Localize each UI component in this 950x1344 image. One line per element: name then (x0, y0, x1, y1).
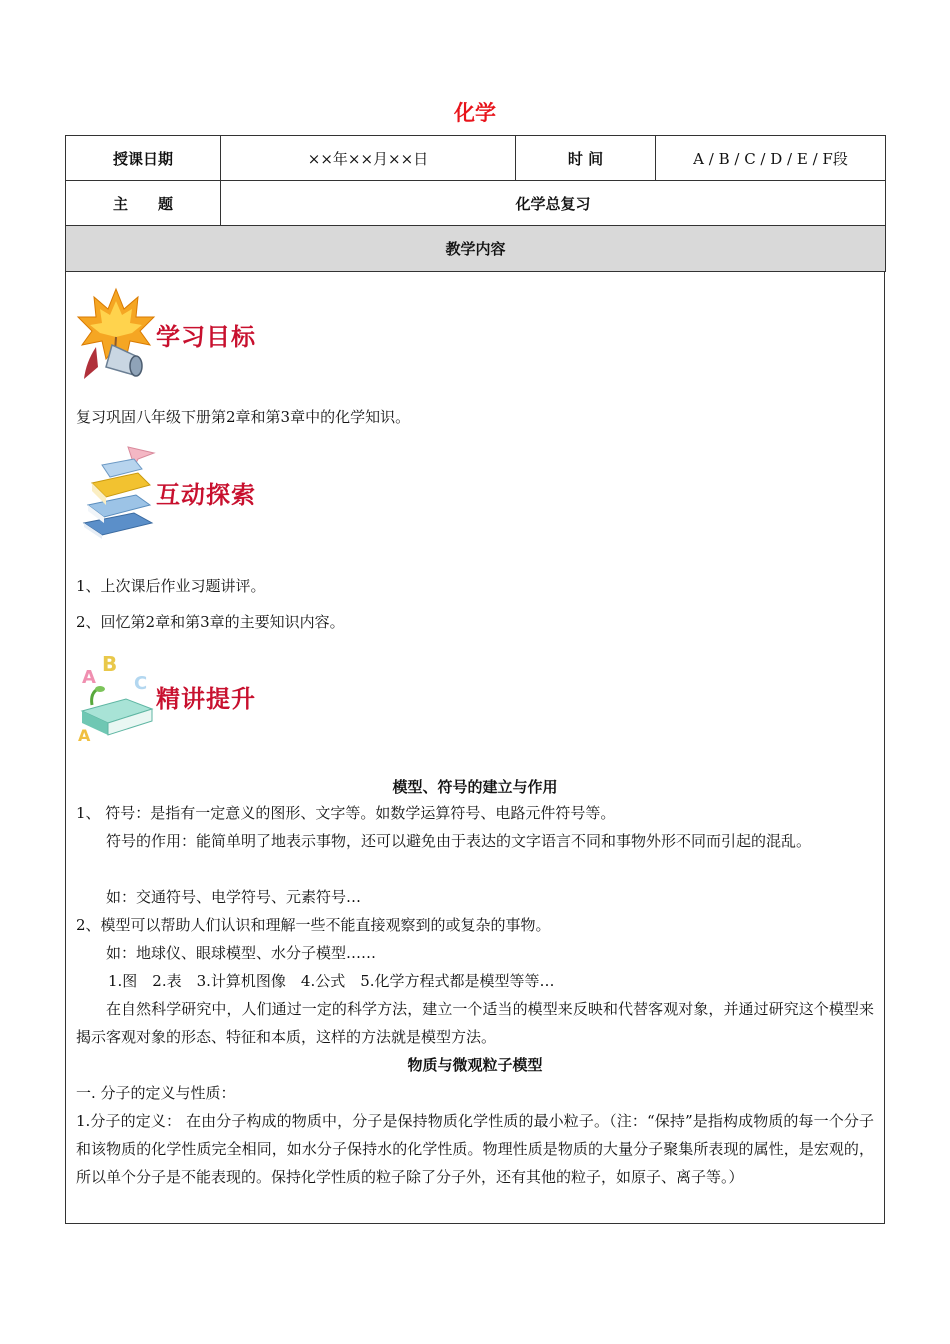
svg-text:A: A (82, 667, 96, 688)
svg-text:B: B (102, 652, 118, 676)
para-model-types: 1.图 2.表 3.计算机图像 4.公式 5.化学方程式都是模型等等… (108, 972, 555, 990)
para-model-method: 在自然科学研究中，人们通过一定的科学方法，建立一个适当的模型来反映和代替客观对象，并通过研究这个模型来揭示客观对象的形态、特征和本质，这样的方法就是模型方法。 (76, 1000, 874, 1046)
svg-text:C: C (134, 673, 148, 694)
date-value: ××年××月××日 (221, 136, 516, 181)
abc-book-icon (76, 649, 156, 744)
para-symbol-function: 符号的作用：能简单明了地表示事物，还可以避免由于表达的文字语言不同和事物外形不同而引起的混乱。 (106, 832, 812, 850)
books-paper-plane-icon (76, 445, 156, 540)
heading-model-symbol: 模型、符号的建立与作用 (392, 778, 558, 796)
para-symbol-definition: 1、 符号：是指有一定意义的图形、文字等。如数学运算符号、电路元件符号等。 (76, 804, 616, 822)
content-area (65, 271, 885, 1224)
topic-value: 化学总复习 (221, 181, 886, 226)
maple-leaf-bell-icon (76, 287, 156, 382)
goal-text: 复习巩固八年级下册第2章和第3章中的化学知识。 (76, 408, 411, 426)
lecture-section-header (76, 649, 256, 744)
header-table (65, 135, 886, 272)
para-model-examples: 如：地球仪、眼球模型、水分子模型…… (106, 944, 377, 962)
para-symbol-examples: 如：交通符号、电学符号、元素符号… (106, 888, 362, 906)
goal-section-header (76, 287, 256, 382)
heading-matter-particles: 物质与微观粒子模型 (407, 1056, 543, 1074)
time-value: A / B / C / D / E / F段 (656, 136, 886, 181)
content-label: 教学内容 (66, 226, 886, 272)
time-label: 时 间 (516, 136, 656, 181)
document-title: 化学 (454, 101, 496, 125)
topic-label: 主 题 (66, 181, 221, 226)
subheading-molecule: 一. 分子的定义与性质： (76, 1084, 236, 1102)
goal-section-title: 学习目标 (156, 323, 256, 351)
svg-text:A: A (78, 726, 91, 744)
para-molecule-definition: 1.分子的定义： 在由分子构成的物质中，分子是保持物质化学性质的最小粒子。（注：“保持”是指构成物质的每一个分子和该物质的化学性质完全相同，如水分子保持水的化学性质。物理性质是物质的大量分子聚集所表现的属性，是宏观的，所以单个分子是不能表现的。保持化学性质的粒子除了分子外，还有其他的粒子，如原子、离子等。） (76, 1112, 874, 1186)
lecture-section-title: 精讲提升 (156, 685, 256, 713)
para-model-definition: 2、模型可以帮助人们认识和理解一些不能直接观察到的或复杂的事物。 (76, 916, 551, 934)
date-label: 授课日期 (66, 136, 221, 181)
explore-item-2: 2、回忆第2章和第3章的主要知识内容。 (76, 613, 345, 631)
explore-section-title: 互动探索 (156, 481, 256, 509)
explore-item-1: 1、上次课后作业习题讲评。 (76, 577, 266, 595)
explore-section-header (76, 445, 256, 540)
